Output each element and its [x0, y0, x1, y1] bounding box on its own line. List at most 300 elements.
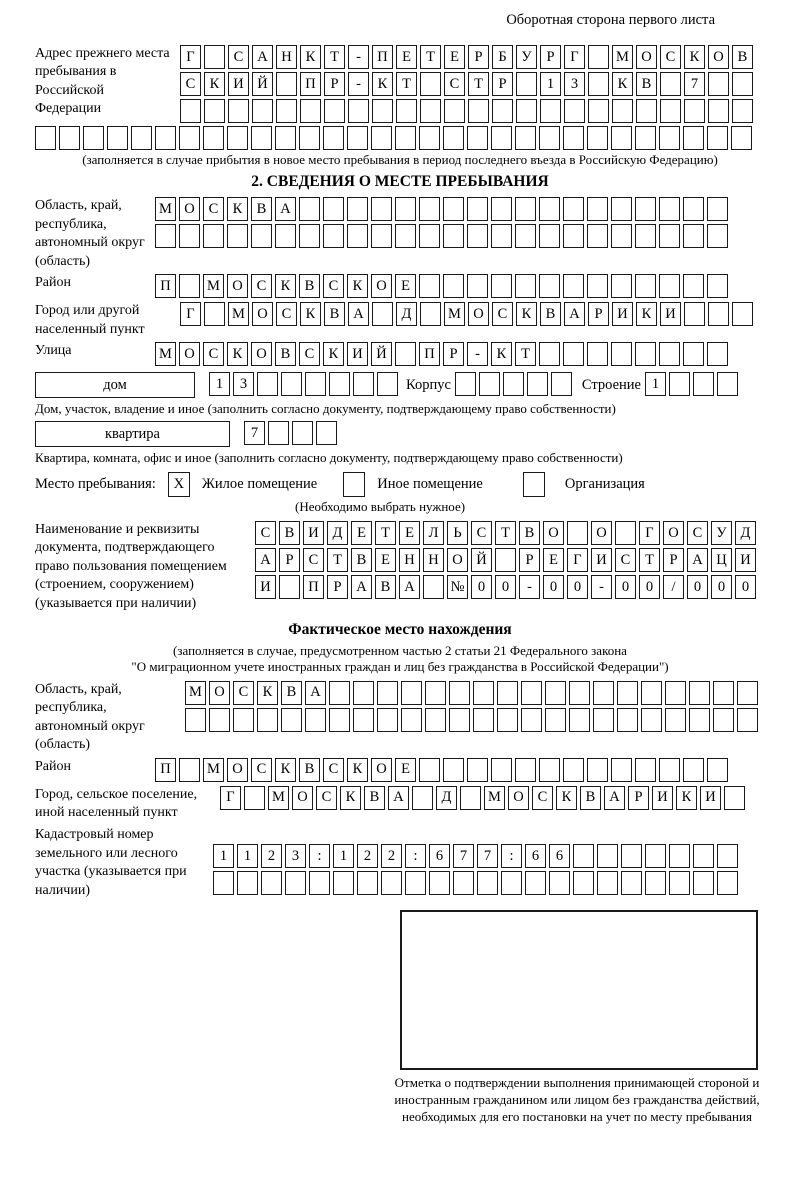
char-cell: Е: [396, 45, 417, 69]
char-cell: 3: [233, 372, 254, 396]
field-street: [35, 342, 765, 366]
char-cell: [275, 126, 296, 150]
char-cell: Р: [279, 548, 300, 572]
char-cell: Д: [436, 786, 457, 810]
char-cell: М: [228, 302, 249, 326]
cell-row: [155, 224, 728, 248]
char-cell: 2: [357, 844, 378, 868]
field-actual-city: [35, 786, 765, 823]
char-cell: М: [185, 681, 206, 705]
char-cell: [412, 786, 433, 810]
char-cell: Ь: [447, 521, 468, 545]
char-cell: [276, 72, 297, 96]
char-cell: [693, 372, 714, 396]
char-cell: П: [372, 45, 393, 69]
char-cell: [564, 99, 585, 123]
char-cell: С: [444, 72, 465, 96]
field-actual-region: [35, 681, 765, 755]
char-cell: [261, 871, 282, 895]
char-cell: [549, 871, 570, 895]
char-cell: В: [275, 342, 296, 366]
char-cell: К: [491, 342, 512, 366]
char-cell: [635, 342, 656, 366]
char-cell: 1: [333, 844, 354, 868]
char-cell: [371, 197, 392, 221]
char-cell: Т: [396, 72, 417, 96]
char-cell: О: [591, 521, 612, 545]
char-cell: Т: [375, 521, 396, 545]
char-cell: [333, 871, 354, 895]
char-cell: [521, 708, 542, 732]
char-cell: В: [364, 786, 385, 810]
char-cell: [467, 126, 488, 150]
char-cell: [497, 708, 518, 732]
char-cell: [659, 274, 680, 298]
char-cell: [275, 224, 296, 248]
char-cell: [587, 126, 608, 150]
char-cell: С: [316, 786, 337, 810]
apartment-note: Квартира, комната, офис и иное (заполнить согласно документу, подтверждающему право собственности): [35, 450, 623, 466]
char-cell: [348, 99, 369, 123]
char-cell: [473, 708, 494, 732]
char-cell: [213, 871, 234, 895]
char-cell: В: [732, 45, 753, 69]
char-cell: Т: [324, 45, 345, 69]
char-cell: 0: [735, 575, 756, 599]
char-cell: [257, 372, 278, 396]
char-cell: [573, 844, 594, 868]
char-cell: [179, 758, 200, 782]
char-cell: С: [233, 681, 254, 705]
actual-region-label: Область, край, республика, автономный округ (область): [35, 681, 145, 753]
char-cell: И: [591, 548, 612, 572]
char-cell: Г: [567, 548, 588, 572]
char-cell: №: [447, 575, 468, 599]
char-cell: К: [323, 342, 344, 366]
char-cell: [515, 197, 536, 221]
char-cell: Й: [252, 72, 273, 96]
char-cell: Г: [180, 45, 201, 69]
char-cell: А: [399, 575, 420, 599]
char-cell: [525, 871, 546, 895]
char-cell: Е: [395, 758, 416, 782]
char-cell: М: [268, 786, 289, 810]
cell-row: [155, 274, 728, 298]
char-cell: [347, 126, 368, 150]
char-cell: И: [700, 786, 721, 810]
char-cell: [539, 342, 560, 366]
char-cell: В: [299, 274, 320, 298]
char-cell: [503, 372, 524, 396]
char-cell: [425, 708, 446, 732]
char-cell: [713, 681, 734, 705]
char-cell: [516, 99, 537, 123]
char-cell: [227, 126, 248, 150]
char-cell: [292, 421, 313, 445]
cell-row: [155, 758, 728, 782]
char-cell: [635, 758, 656, 782]
char-cell: [316, 421, 337, 445]
char-cell: П: [300, 72, 321, 96]
stay-type-label: Место пребывания:: [35, 475, 156, 492]
char-cell: [539, 758, 560, 782]
char-cell: [279, 575, 300, 599]
char-cell: О: [179, 197, 200, 221]
char-cell: 3: [285, 844, 306, 868]
char-cell: [539, 126, 560, 150]
char-cell: Г: [180, 302, 201, 326]
char-cell: [641, 708, 662, 732]
district-label: Район: [35, 275, 71, 291]
char-cell: [377, 681, 398, 705]
char-cell: [131, 126, 152, 150]
char-cell: [395, 224, 416, 248]
char-cell: [737, 681, 758, 705]
char-cell: [300, 99, 321, 123]
cell-row: [255, 575, 756, 599]
char-cell: [621, 871, 642, 895]
char-cell: [107, 126, 128, 150]
char-cell: 1: [213, 844, 234, 868]
char-cell: О: [179, 342, 200, 366]
char-cell: [563, 274, 584, 298]
char-cell: А: [275, 197, 296, 221]
stay-option-inoe: Иное помещение: [377, 475, 483, 492]
char-cell: В: [636, 72, 657, 96]
field-prev-address: [35, 45, 765, 123]
char-cell: [299, 197, 320, 221]
char-cell: [347, 224, 368, 248]
char-cell: Т: [495, 521, 516, 545]
char-cell: К: [227, 197, 248, 221]
section2-title: 2. СВЕДЕНИЯ О МЕСТЕ ПРЕБЫВАНИЯ: [251, 173, 549, 191]
char-cell: -: [467, 342, 488, 366]
char-cell: Р: [492, 72, 513, 96]
char-cell: [449, 708, 470, 732]
char-cell: К: [684, 45, 705, 69]
char-cell: 1: [645, 372, 666, 396]
char-cell: К: [275, 758, 296, 782]
char-cell: О: [292, 786, 313, 810]
char-cell: [324, 99, 345, 123]
char-cell: [587, 758, 608, 782]
char-cell: [660, 99, 681, 123]
char-cell: Н: [276, 45, 297, 69]
char-cell: [395, 342, 416, 366]
char-cell: [527, 372, 548, 396]
char-cell: И: [255, 575, 276, 599]
char-cell: С: [532, 786, 553, 810]
char-cell: С: [323, 758, 344, 782]
char-cell: О: [371, 758, 392, 782]
char-cell: [347, 197, 368, 221]
char-cell: 0: [615, 575, 636, 599]
char-cell: [617, 708, 638, 732]
char-cell: [419, 197, 440, 221]
cell-row: [180, 45, 753, 69]
char-cell: Р: [519, 548, 540, 572]
char-cell: М: [444, 302, 465, 326]
char-cell: [179, 126, 200, 150]
char-cell: К: [347, 274, 368, 298]
char-cell: О: [543, 521, 564, 545]
actual-location-title: Фактическое место нахождения: [288, 621, 512, 639]
char-cell: [563, 197, 584, 221]
cell-row: [185, 708, 758, 732]
char-cell: 7: [244, 421, 265, 445]
cell-row: [255, 521, 756, 545]
cell-row: [155, 342, 728, 366]
char-cell: [645, 844, 666, 868]
char-cell: [713, 708, 734, 732]
cell-row: [185, 681, 758, 705]
char-cell: [669, 372, 690, 396]
char-cell: В: [540, 302, 561, 326]
char-cell: 2: [261, 844, 282, 868]
char-cell: [401, 681, 422, 705]
char-cell: Й: [471, 548, 492, 572]
char-cell: [468, 99, 489, 123]
char-cell: [588, 99, 609, 123]
char-cell: [443, 126, 464, 150]
char-cell: И: [303, 521, 324, 545]
char-cell: [724, 786, 745, 810]
char-cell: [717, 372, 738, 396]
char-cell: Г: [564, 45, 585, 69]
char-cell: :: [309, 844, 330, 868]
char-cell: [371, 224, 392, 248]
char-cell: [329, 372, 350, 396]
char-cell: Г: [639, 521, 660, 545]
char-cell: [491, 758, 512, 782]
char-cell: [641, 681, 662, 705]
char-cell: А: [252, 45, 273, 69]
stay-type-row: [35, 472, 765, 497]
char-cell: Р: [588, 302, 609, 326]
char-cell: [563, 758, 584, 782]
char-cell: О: [663, 521, 684, 545]
char-cell: [597, 871, 618, 895]
char-cell: [353, 708, 374, 732]
char-cell: П: [419, 342, 440, 366]
char-cell: [665, 708, 686, 732]
char-cell: [587, 224, 608, 248]
char-cell: А: [348, 302, 369, 326]
char-cell: М: [155, 342, 176, 366]
char-cell: [563, 126, 584, 150]
char-cell: [501, 871, 522, 895]
char-cell: [467, 224, 488, 248]
char-cell: [669, 871, 690, 895]
char-cell: [689, 708, 710, 732]
char-cell: С: [203, 197, 224, 221]
cell-row: [180, 72, 753, 96]
char-cell: [636, 99, 657, 123]
char-cell: В: [279, 521, 300, 545]
char-cell: [299, 126, 320, 150]
char-cell: [515, 224, 536, 248]
char-cell: Т: [639, 548, 660, 572]
char-cell: :: [501, 844, 522, 868]
prev-address-cells: [180, 45, 753, 123]
char-cell: К: [347, 758, 368, 782]
char-cell: А: [564, 302, 585, 326]
char-cell: С: [323, 274, 344, 298]
char-cell: [477, 871, 498, 895]
korpus-label: Корпус: [406, 377, 451, 394]
char-cell: [209, 708, 230, 732]
char-cell: [567, 521, 588, 545]
char-cell: -: [348, 72, 369, 96]
char-cell: [587, 342, 608, 366]
char-cell: 6: [549, 844, 570, 868]
char-cell: [593, 708, 614, 732]
region-label: Область, край, республика, автономный округ (область): [35, 198, 145, 269]
char-cell: :: [405, 844, 426, 868]
char-cell: [285, 871, 306, 895]
cell-row: [213, 844, 738, 868]
char-cell: Ц: [711, 548, 732, 572]
char-cell: П: [155, 274, 176, 298]
page-side-note: Оборотная сторона первого листа: [506, 12, 715, 28]
char-cell: Е: [395, 274, 416, 298]
char-cell: [179, 274, 200, 298]
cell-row: [155, 197, 728, 221]
city-label: Город или другой населенный пункт: [35, 303, 145, 337]
field-region: [35, 197, 765, 271]
char-cell: [353, 372, 374, 396]
char-cell: [635, 274, 656, 298]
char-cell: К: [636, 302, 657, 326]
char-cell: Д: [735, 521, 756, 545]
char-cell: М: [203, 758, 224, 782]
actual-location-note-2: "О миграционном учете иностранных граждан и лиц без гражданства в Российской Федерации"): [131, 659, 669, 675]
char-cell: [707, 274, 728, 298]
char-cell: [597, 844, 618, 868]
char-cell: [635, 197, 656, 221]
char-cell: [611, 342, 632, 366]
char-cell: [467, 758, 488, 782]
char-cell: К: [300, 302, 321, 326]
char-cell: [233, 708, 254, 732]
char-cell: В: [251, 197, 272, 221]
char-cell: П: [155, 758, 176, 782]
char-cell: А: [604, 786, 625, 810]
char-cell: С: [299, 342, 320, 366]
cadastral-cells: [213, 826, 738, 895]
street-label: Улица: [35, 343, 72, 359]
char-cell: [659, 342, 680, 366]
char-cell: [615, 521, 636, 545]
char-cell: [155, 126, 176, 150]
char-cell: О: [227, 274, 248, 298]
char-cell: А: [255, 548, 276, 572]
char-cell: [617, 681, 638, 705]
char-cell: [59, 126, 80, 150]
char-cell: [305, 372, 326, 396]
char-cell: О: [708, 45, 729, 69]
char-cell: А: [305, 681, 326, 705]
char-cell: Е: [399, 521, 420, 545]
char-cell: [693, 844, 714, 868]
char-cell: [395, 126, 416, 150]
char-cell: [737, 708, 758, 732]
char-cell: [645, 871, 666, 895]
field-document: [35, 521, 765, 613]
char-cell: [444, 99, 465, 123]
char-cell: О: [227, 758, 248, 782]
char-cell: [268, 421, 289, 445]
char-cell: [419, 274, 440, 298]
char-cell: [611, 224, 632, 248]
cell-row: [180, 302, 753, 326]
char-cell: [252, 99, 273, 123]
char-cell: [455, 372, 476, 396]
char-cell: А: [687, 548, 708, 572]
stamp-box: [400, 910, 758, 1070]
char-cell: С: [615, 548, 636, 572]
char-cell: [467, 197, 488, 221]
char-cell: [611, 758, 632, 782]
char-cell: [515, 758, 536, 782]
char-cell: [569, 708, 590, 732]
prev-address-overflow-row: [35, 126, 765, 150]
char-cell: [593, 681, 614, 705]
char-cell: 0: [543, 575, 564, 599]
char-cell: И: [652, 786, 673, 810]
char-cell: [491, 126, 512, 150]
stroenie-cells: [645, 372, 738, 396]
prev-address-label: Адрес прежнего места пребывания в Российской Федерации: [35, 46, 170, 117]
char-cell: [683, 342, 704, 366]
char-cell: [707, 224, 728, 248]
char-cell: [707, 758, 728, 782]
checkbox-zhiloe: X: [168, 472, 190, 497]
char-cell: О: [508, 786, 529, 810]
char-cell: К: [556, 786, 577, 810]
char-cell: [731, 126, 752, 150]
char-cell: [299, 224, 320, 248]
char-cell: О: [252, 302, 273, 326]
char-cell: [155, 224, 176, 248]
char-cell: Е: [351, 521, 372, 545]
char-cell: [521, 681, 542, 705]
char-cell: К: [516, 302, 537, 326]
char-cell: [587, 274, 608, 298]
char-cell: [491, 224, 512, 248]
actual-city-label: Город, сельское поселение, иной населенный пункт: [35, 786, 198, 820]
char-cell: [357, 871, 378, 895]
char-cell: [563, 224, 584, 248]
char-cell: [372, 99, 393, 123]
char-cell: Т: [515, 342, 536, 366]
apartment-row: [35, 421, 765, 447]
char-cell: [539, 224, 560, 248]
char-cell: [497, 681, 518, 705]
char-cell: К: [612, 72, 633, 96]
char-cell: [492, 99, 513, 123]
char-cell: [495, 548, 516, 572]
char-cell: 0: [687, 575, 708, 599]
char-cell: Р: [628, 786, 649, 810]
char-cell: [707, 197, 728, 221]
char-cell: [460, 786, 481, 810]
char-cell: С: [180, 72, 201, 96]
char-cell: 0: [567, 575, 588, 599]
char-cell: И: [735, 548, 756, 572]
char-cell: Р: [327, 575, 348, 599]
char-cell: [573, 871, 594, 895]
